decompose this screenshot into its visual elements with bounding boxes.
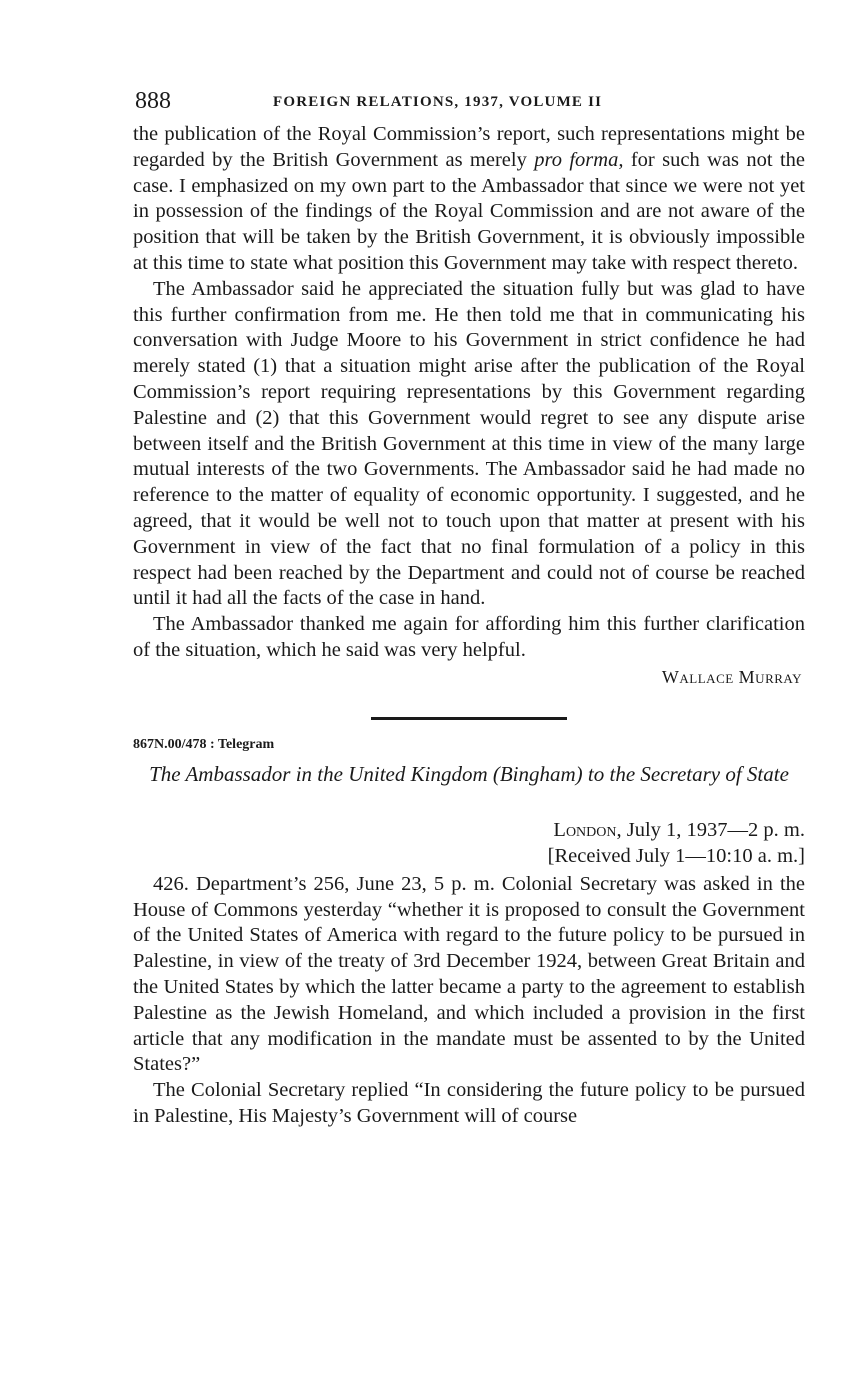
paragraph-continuation bbox=[133, 122, 805, 277]
running-head bbox=[133, 88, 805, 122]
dateline bbox=[133, 817, 805, 869]
paragraph: 426. Department’s 256, June 23, 5 p. m. Colonial Secretary was asked in the House of Commons yesterday “whether it is proposed to consult the Government of the United States of America with regard to the future policy to be pursued in Palestine, in view of the treaty of 3rd December 1924, between Great Britain and the United States by which the latter became a party to the agreement to establish Palestine as the Jewish Homeland, and which included a provision in the first article that any modification in the mandate must be assented to by the United States?” bbox=[133, 872, 805, 1076]
running-title: FOREIGN RELATIONS, 1937, VOLUME II bbox=[273, 94, 603, 110]
document-page bbox=[133, 88, 805, 1130]
paragraph: The Colonial Secretary replied “In considering the future policy to be pursued in Palestine, His Majesty’s Government will of course bbox=[133, 1079, 805, 1127]
paragraph: The Ambassador said he appreciated the situation fully but was glad to have this further confirmation from me. He then told me that in communicating his conversation with Judge Moore to his Government in strict confidence he had merely stated (1) that a situation might arise after the publication of the Royal Commission’s report requiring representations by this Government regarding Palestine and (2) that this Government would regret to see any dispute arise between itself and the British Government at this time in view of the many large mutual interests of the two Governments. The Ambassador said he had made no reference to the matter of equality of economic opportunity. I suggested, and he agreed, that it would be well not to touch upon that matter at present with his Government in view of the fact that no final formulation of a policy in this respect had been reached by the Department and could not of course be reached until it had all the facts of the case in hand. bbox=[133, 277, 805, 610]
signature: Wallace Murray bbox=[661, 666, 802, 687]
paragraph-text: for such was not the case. I emphasized on my own part to the Ambassador that since we were not yet in possession of the findings of the Royal Commission and are not aware of the position that will be taken by the British Government, it is obviously impossible at this time to state what position this Government may take with respect thereto. bbox=[133, 148, 805, 274]
date: July 1, 1937—2 p. m. bbox=[621, 818, 805, 841]
paragraph: The Ambassador thanked me again for affording him this further clarification of the situation, which he said was very helpful. bbox=[133, 613, 805, 661]
paragraph-text: the publication of the Royal Commission’s report, such representations might be regarded by the British Government as merely bbox=[133, 123, 805, 171]
page-number: 888 bbox=[135, 88, 171, 114]
date-sent bbox=[133, 817, 805, 843]
document-title: The Ambassador in the United Kingdom (Bingham) to the Secretary of State bbox=[149, 761, 789, 786]
date-received: [Received July 1—10:10 a. m.] bbox=[547, 844, 805, 867]
section-divider bbox=[371, 717, 567, 720]
file-reference: 867N.00/478 : Telegram bbox=[133, 736, 275, 752]
place: London, bbox=[553, 818, 622, 841]
italic-phrase: pro forma, bbox=[534, 148, 624, 171]
